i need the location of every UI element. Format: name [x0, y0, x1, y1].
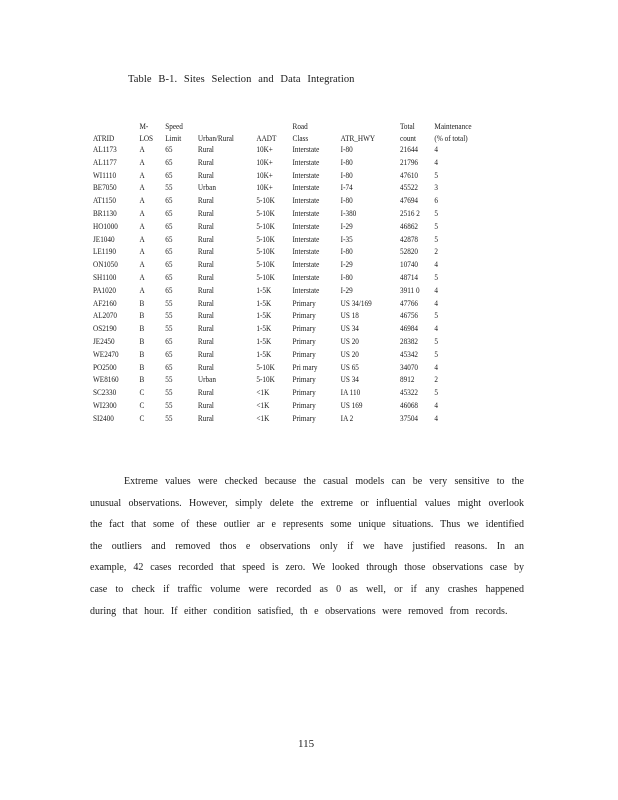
- table-cell: US 169: [340, 400, 363, 410]
- table-cell: 1-5K: [256, 336, 272, 346]
- table-cell: 65: [165, 247, 173, 257]
- column-header: [198, 120, 256, 144]
- table-cell: 45522: [400, 183, 419, 193]
- table-cell: 46756: [400, 311, 419, 321]
- table-cell: 45322: [400, 388, 419, 398]
- table-cell: US 34: [340, 324, 359, 334]
- table-cell: 65: [165, 145, 173, 154]
- table-cell: 2: [434, 375, 439, 385]
- table-cell: B: [139, 311, 145, 321]
- table-cell: 4: [434, 298, 439, 308]
- column-header: [93, 120, 139, 144]
- table-cell: 4: [434, 260, 439, 270]
- table-cell: WI1110: [93, 170, 117, 180]
- table-row: [93, 208, 486, 221]
- table-cell: 48714: [400, 272, 419, 282]
- column-header-text: Class: [292, 133, 309, 143]
- table-cell: 2516 2: [400, 208, 420, 218]
- table-cell: OS2190: [93, 324, 117, 334]
- table-cell: US 20: [340, 336, 359, 346]
- table-cell: 65: [165, 285, 173, 295]
- table-cell: I-380: [340, 208, 357, 218]
- table-cell: Rural: [197, 413, 214, 423]
- table-cell: C: [139, 413, 145, 423]
- table-cell: Rural: [197, 324, 214, 334]
- table-cell: 21796: [400, 157, 419, 167]
- table-row: [93, 221, 486, 234]
- table-cell: 1-5K: [256, 285, 272, 295]
- table-cell: 1-5K: [256, 324, 272, 334]
- table-cell: US 18: [340, 311, 359, 321]
- table-cell: 10740: [400, 260, 419, 270]
- table-cell: Urban: [197, 375, 216, 385]
- table-cell: Primary: [292, 336, 316, 346]
- table-row: [93, 400, 486, 413]
- table-cell: 5-10K: [256, 362, 275, 372]
- table-cell: 5: [434, 234, 439, 244]
- table-cell: WI2300: [93, 400, 117, 410]
- table-cell: 65: [165, 170, 173, 180]
- table-cell: IA 110: [340, 388, 361, 398]
- table-cell: 55: [165, 375, 173, 385]
- table-cell: JE2450: [93, 336, 115, 346]
- table-cell: Primary: [292, 400, 316, 410]
- table-row: [93, 157, 486, 170]
- table-cell: Interstate: [292, 234, 320, 244]
- table-cell: A: [139, 183, 145, 193]
- table-cell: Interstate: [292, 285, 320, 295]
- table-cell: I-29: [340, 221, 353, 231]
- table-cell: Rural: [197, 311, 214, 321]
- table-cell: B: [139, 298, 145, 308]
- table-cell: US 65: [340, 362, 359, 372]
- table-cell: Interstate: [292, 183, 320, 193]
- table-cell: 65: [165, 349, 173, 359]
- table-cell: SH1100: [93, 272, 117, 282]
- table-row: [93, 246, 486, 259]
- table-cell: I-80: [340, 145, 353, 154]
- table-cell: C: [139, 388, 145, 398]
- table-cell: 65: [165, 221, 173, 231]
- column-header-text: Urban/Rural: [197, 133, 234, 143]
- table-cell: Interstate: [292, 170, 320, 180]
- table-row: [93, 362, 486, 375]
- table-cell: Rural: [197, 260, 214, 270]
- column-header: [341, 120, 400, 144]
- table-cell: 65: [165, 362, 173, 372]
- table-cell: 5-10K: [256, 247, 275, 257]
- table-cell: 37504: [400, 413, 419, 423]
- table-cell: 5: [434, 170, 439, 180]
- table-cell: JE1040: [93, 234, 115, 244]
- table-cell: 5: [434, 388, 439, 398]
- column-header: [256, 120, 292, 144]
- table-cell: SI2400: [93, 413, 114, 423]
- table-cell: A: [139, 196, 145, 206]
- table-cell: 65: [165, 196, 173, 206]
- table-row: [93, 272, 486, 285]
- table-cell: US 34: [340, 375, 359, 385]
- table-cell: 5: [434, 272, 439, 282]
- table-cell: I-80: [340, 170, 353, 180]
- table-cell: I-80: [340, 272, 353, 282]
- table-cell: 4: [434, 285, 439, 295]
- table-cell: Primary: [292, 324, 316, 334]
- table-cell: IA 2: [340, 413, 354, 423]
- column-header: [293, 120, 341, 144]
- table-cell: 4: [434, 362, 439, 372]
- table-row: [93, 374, 486, 387]
- table-row: [93, 182, 486, 195]
- table-cell: <1K: [256, 413, 270, 423]
- table-cell: 47694: [400, 196, 419, 206]
- table-cell: 5-10K: [256, 196, 275, 206]
- table-cell: B: [139, 336, 145, 346]
- table-cell: 5-10K: [256, 260, 275, 270]
- table-cell: 5: [434, 208, 439, 218]
- table-row: [93, 387, 486, 400]
- table-cell: Rural: [197, 285, 214, 295]
- table-cell: 28382: [400, 336, 419, 346]
- table-cell: 65: [165, 260, 173, 270]
- table-cell: 47610: [400, 170, 419, 180]
- table-cell: US 20: [340, 349, 359, 359]
- table-cell: 65: [165, 157, 173, 167]
- table-cell: AT1150: [93, 196, 116, 206]
- table-cell: 5: [434, 221, 439, 231]
- table-cell: 47766: [400, 298, 419, 308]
- table-cell: Rural: [197, 208, 214, 218]
- table-cell: 34070: [400, 362, 419, 372]
- column-header-text: Road: [292, 122, 308, 131]
- table-row: [93, 234, 486, 247]
- table-cell: Interstate: [292, 208, 320, 218]
- table-cell: Primary: [292, 388, 316, 398]
- table-row: [93, 285, 486, 298]
- column-header: [165, 120, 198, 144]
- table-cell: 46862: [400, 221, 419, 231]
- table-cell: Rural: [197, 400, 214, 410]
- table-cell: Interstate: [292, 260, 320, 270]
- table-cell: WE2470: [93, 349, 119, 359]
- table-cell: Rural: [197, 298, 214, 308]
- table-cell: A: [139, 260, 145, 270]
- table-cell: Interstate: [292, 145, 320, 154]
- table-cell: 8912: [400, 375, 415, 385]
- table-cell: B: [139, 324, 145, 334]
- table-cell: Primary: [292, 349, 316, 359]
- column-header-text: (% of total): [434, 133, 468, 143]
- table-cell: Primary: [292, 298, 316, 308]
- column-header-text: Total: [400, 122, 415, 131]
- table-cell: WE8160: [93, 375, 119, 385]
- column-header: [400, 120, 434, 144]
- column-header-text: ATRID: [93, 133, 115, 143]
- table-cell: 52820: [400, 247, 419, 257]
- column-header-text: LOS: [139, 133, 154, 143]
- table-cell: A: [139, 234, 145, 244]
- table-cell: ON1050: [93, 260, 118, 270]
- page-number: 115: [298, 738, 315, 750]
- table-row: [93, 310, 486, 323]
- table-cell: Rural: [197, 196, 214, 206]
- table-cell: 55: [165, 388, 173, 398]
- table-row: [93, 298, 486, 311]
- table-cell: 10K+: [256, 145, 273, 154]
- table-cell: Rural: [197, 272, 214, 282]
- table-cell: 3: [434, 183, 439, 193]
- table-cell: I-29: [340, 260, 353, 270]
- table-row: [93, 170, 486, 183]
- table-cell: I-35: [340, 234, 353, 244]
- table-cell: Primary: [292, 413, 316, 423]
- table-row: [93, 413, 486, 426]
- column-header-text: M-: [139, 122, 149, 131]
- column-header-text: Limit: [165, 133, 182, 143]
- table-cell: 65: [165, 208, 173, 218]
- sites-table: [93, 120, 486, 426]
- table-cell: 4: [434, 157, 439, 167]
- table-cell: B: [139, 375, 145, 385]
- table-cell: 45342: [400, 349, 419, 359]
- table-cell: A: [139, 208, 145, 218]
- table-cell: I-80: [340, 196, 353, 206]
- table-cell: 4: [434, 400, 439, 410]
- table-cell: 65: [165, 234, 173, 244]
- table-cell: 2: [434, 247, 439, 257]
- table-cell: Rural: [197, 388, 214, 398]
- table-cell: A: [139, 247, 145, 257]
- table-cell: AL1177: [93, 157, 117, 167]
- table-row: [93, 336, 486, 349]
- table-cell: US 34/169: [340, 298, 372, 308]
- table-cell: PA1020: [93, 285, 116, 295]
- table-cell: A: [139, 285, 145, 295]
- table-cell: Rural: [197, 349, 214, 359]
- table-cell: B: [139, 349, 145, 359]
- table-cell: 55: [165, 183, 173, 193]
- table-cell: BR1130: [93, 208, 117, 218]
- table-cell: 5-10K: [256, 221, 275, 231]
- table-cell: 10K+: [256, 170, 273, 180]
- table-cell: I-80: [340, 247, 353, 257]
- table-cell: 55: [165, 324, 173, 334]
- table-cell: 4: [434, 324, 439, 334]
- table-cell: Interstate: [292, 221, 320, 231]
- table-cell: Interstate: [292, 196, 320, 206]
- table-cell: Rural: [197, 362, 214, 372]
- table-cell: C: [139, 400, 145, 410]
- table-cell: Primary: [292, 311, 316, 321]
- table-cell: Rural: [197, 145, 214, 154]
- table-cell: 4: [434, 413, 439, 423]
- table-cell: 6: [434, 196, 439, 206]
- table-cell: A: [139, 145, 145, 154]
- table-cell: AL2070: [93, 311, 118, 321]
- table-cell: BE7050: [93, 183, 117, 193]
- table-cell: AL1173: [93, 145, 117, 154]
- table-cell: 21644: [400, 145, 419, 154]
- table-cell: A: [139, 170, 145, 180]
- table-cell: 4: [434, 145, 439, 154]
- column-header: [434, 120, 486, 144]
- table-cell: 1-5K: [256, 349, 272, 359]
- table-cell: A: [139, 157, 145, 167]
- table-cell: A: [139, 221, 145, 231]
- table-cell: <1K: [256, 400, 270, 410]
- table-cell: Urban: [197, 183, 216, 193]
- table-cell: 5-10K: [256, 272, 275, 282]
- table-row: [93, 144, 486, 157]
- table-cell: 5-10K: [256, 375, 275, 385]
- table-cell: Interstate: [292, 157, 320, 167]
- table-header-row: [93, 120, 486, 144]
- table-row: [93, 195, 486, 208]
- column-header-text: count: [400, 133, 417, 143]
- table-cell: 1-5K: [256, 298, 272, 308]
- table-row: [93, 259, 486, 272]
- table-cell: 42878: [400, 234, 419, 244]
- table-cell: Primary: [292, 375, 316, 385]
- table-cell: 3911 0: [400, 285, 420, 295]
- column-header-text: AADT: [256, 133, 277, 143]
- table-cell: Rural: [197, 157, 214, 167]
- table-cell: 55: [165, 311, 173, 321]
- table-cell: Rural: [197, 221, 214, 231]
- table-cell: I-74: [340, 183, 353, 193]
- table-cell: A: [139, 272, 145, 282]
- table-row: [93, 349, 486, 362]
- table-cell: I-80: [340, 157, 353, 167]
- table-cell: 55: [165, 413, 173, 423]
- table-cell: AF2160: [93, 298, 117, 308]
- table-cell: 55: [165, 400, 173, 410]
- table-cell: 46984: [400, 324, 419, 334]
- table-cell: 46068: [400, 400, 419, 410]
- table-cell: B: [139, 362, 145, 372]
- table-cell: Interstate: [292, 247, 320, 257]
- body-paragraph: Extreme values were checked because the casual models can be very sensitive to the unusual observations. However, simply delete the extreme or influential values might overlook the fact that some of these outlier ar e represents some unique situations. Thus we identified the outliers and removed thos e observations only if we have justified reasons. In an example, 42 cases recorded that speed is zero. We looked through those observations case by case to check if traffic volume were recorded as 0 as well, or if any crashes happened during that hour. If either condition satisfied, th e observations were removed from records.: [90, 476, 524, 617]
- table-cell: <1K: [256, 388, 270, 398]
- table-caption: Table B-1. Sites Selection and Data Integration: [128, 74, 355, 85]
- table-cell: I-29: [340, 285, 353, 295]
- table-cell: 5: [434, 311, 439, 321]
- table-cell: 1-5K: [256, 311, 272, 321]
- table-cell: 5-10K: [256, 208, 275, 218]
- table-cell: Rural: [197, 247, 214, 257]
- table-cell: 10K+: [256, 183, 273, 193]
- table-cell: Rural: [197, 234, 214, 244]
- table-cell: PO2500: [93, 362, 117, 372]
- table-cell: HO1000: [93, 221, 118, 231]
- table-cell: Rural: [197, 170, 214, 180]
- table-cell: 10K+: [256, 157, 273, 167]
- table-cell: SC2330: [93, 388, 117, 398]
- table-cell: LE1190: [93, 247, 116, 257]
- table-cell: Rural: [197, 336, 214, 346]
- column-header-text: ATR_HWY: [340, 133, 376, 143]
- table-cell: Pri mary: [292, 362, 318, 372]
- table-body: [93, 144, 486, 426]
- table-cell: 5: [434, 349, 439, 359]
- table-cell: 65: [165, 272, 173, 282]
- table-cell: 55: [165, 298, 173, 308]
- table-cell: 65: [165, 336, 173, 346]
- column-header-text: Maintenance: [434, 122, 472, 131]
- table-row: [93, 323, 486, 336]
- column-header: [139, 120, 165, 144]
- table-cell: 5-10K: [256, 234, 275, 244]
- table-cell: Interstate: [292, 272, 320, 282]
- table-cell: 5: [434, 336, 439, 346]
- column-header-text: Speed: [165, 122, 183, 131]
